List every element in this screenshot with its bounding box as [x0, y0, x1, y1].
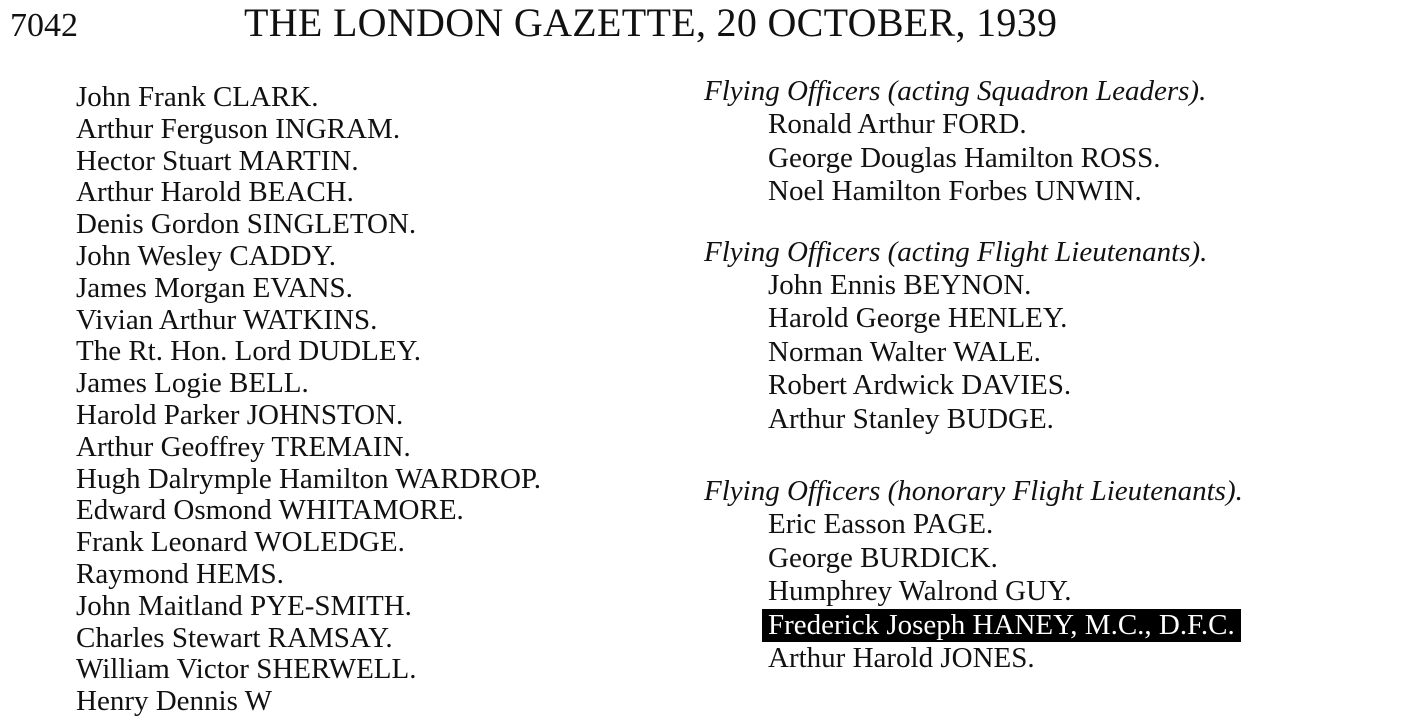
name-entry: John Maitland PYE-SMITH. [76, 589, 412, 622]
name-entry: Charles Stewart RAMSAY. [76, 621, 393, 654]
name-entry: Arthur Geoffrey TREMAIN. [76, 430, 411, 463]
name-entry: Harold George HENLEY. [768, 302, 1068, 334]
highlighted-name[interactable]: Frederick Joseph HANEY, M.C., D.F.C. [762, 609, 1241, 642]
name-entry: Harold Parker JOHNSTON. [76, 398, 404, 431]
right-column [704, 74, 1394, 702]
name-entry: Eric Easson PAGE. [768, 508, 994, 540]
name-entry: Frank Leonard WOLEDGE. [76, 526, 405, 559]
name-entry: John Frank CLARK. [76, 81, 319, 113]
section-honorary-flight-lieutenants [704, 474, 1394, 676]
name-entry: Arthur Harold JONES. [768, 642, 1035, 674]
name-entry: Denis Gordon SINGLETON. [76, 208, 417, 241]
name-entry: Arthur Stanley BUDGE. [768, 402, 1054, 435]
name-entry: Raymond HEMS. [76, 557, 284, 590]
name-entry-cut-off: Henry Dennis W [76, 685, 272, 718]
left-column [76, 81, 676, 718]
name-entry: George BURDICK. [768, 541, 998, 574]
name-entry: James Logie BELL. [76, 367, 309, 400]
name-entry: George Douglas Hamilton ROSS. [768, 141, 1161, 174]
name-entry: Ronald Arthur FORD. [768, 108, 1027, 140]
section-heading: Flying Officers (honorary Flight Lieutenants). [704, 475, 1243, 507]
name-entry: Arthur Harold BEACH. [76, 176, 354, 209]
name-entry: Hector Stuart MARTIN. [76, 144, 359, 177]
page-number: 7042 [10, 7, 78, 44]
section-heading: Flying Officers (acting Flight Lieutenants). [704, 235, 1208, 268]
name-entry: William Victor SHERWELL. [76, 653, 417, 686]
name-entry: Edward Osmond WHITAMORE. [76, 494, 464, 527]
name-entry: Norman Walter WALE. [768, 335, 1041, 368]
name-entry: Robert Ardwick DAVIES. [768, 369, 1072, 401]
name-entry: John Wesley CADDY. [76, 239, 337, 272]
gazette-masthead: THE LONDON GAZETTE, 20 OCTOBER, 1939 [244, 0, 1058, 45]
name-entry-highlighted-row [704, 609, 1394, 643]
name-entry: James Morgan EVANS. [76, 271, 353, 304]
name-entry: Noel Hamilton Forbes UNWIN. [768, 175, 1142, 207]
name-entry: Vivian Arthur WATKINS. [76, 303, 378, 336]
section-acting-squadron-leaders [704, 74, 1394, 209]
section-heading: Flying Officers (acting Squadron Leaders). [704, 75, 1207, 107]
name-entry: The Rt. Hon. Lord DUDLEY. [76, 335, 422, 368]
name-entry: Hugh Dalrymple Hamilton WARDROP. [76, 462, 542, 495]
name-entry: Humphrey Walrond GUY. [768, 575, 1072, 607]
section-acting-flight-lieutenants [704, 235, 1394, 437]
name-entry: John Ennis BEYNON. [768, 268, 1032, 301]
name-entry: Arthur Ferguson INGRAM. [76, 112, 401, 145]
